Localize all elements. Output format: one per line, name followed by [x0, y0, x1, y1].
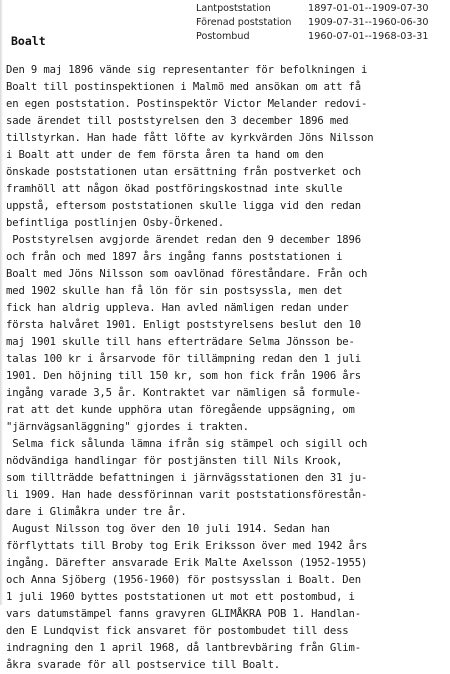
office-history-table: [196, 2, 429, 44]
text-line: ingång varade 3,5 år. Kontraktet var nämligen så formule-: [6, 387, 361, 399]
text-line: sade ärendet till poststyrelsen den 3 december 1896 med: [6, 115, 349, 127]
text-line: Selma fick sålunda lämna ifrån sig stämpel och sigill och: [6, 438, 368, 450]
text-line: tillstyrkan. Han hade fått löfte av kyrkvärden Jöns Nilsson: [6, 132, 374, 144]
text-line: i Boalt att under de fem första åren ta hand om den: [6, 149, 324, 161]
text-line: Boalt med Jöns Nilsson som oavlönad föreståndare. Från och: [6, 268, 368, 280]
article-body: [6, 62, 446, 674]
text-line: vars datumstämpel fanns gravyren GLIMÅKRA POB 1. Handlan-: [6, 608, 361, 620]
text-line: ingång. Därefter ansvarade Erik Malte Axelsson (1952-1955): [6, 557, 368, 569]
text-line: och Anna Sjöberg (1956-1960) för postsysslan i Boalt. Den: [6, 574, 361, 586]
text-line: rat att det kunde upphöra utan föregående uppsägning, om: [6, 404, 355, 416]
text-line: åkra svarade för all postservice till Boalt.: [6, 659, 281, 671]
page-edge: [0, 0, 3, 605]
text-line: 1 juli 1960 byttes poststationen ut mot ett postombud, i: [6, 591, 355, 603]
text-line: "järnvägsanläggning" gjordes i trakten.: [6, 421, 249, 433]
text-line: framhöll att någon ökad postföringskostnad inte skulle: [6, 183, 343, 195]
text-line: uppstå, eftersom poststationen skulle ligga vid den redan: [6, 200, 361, 212]
date-range: 1897-01-01--1909-07-30: [308, 3, 429, 14]
text-line: nödvändiga handlingar för postjänsten till Nils Krook,: [6, 455, 343, 467]
text-line: första halvåret 1901. Enligt poststyrelsens beslut den 10: [6, 319, 361, 331]
text-line: Boalt till postinspektionen i Malmö med ansökan om att få: [6, 81, 361, 93]
text-line: en egen poststation. Postinspektör Victor Melander redovi-: [6, 98, 368, 110]
history-row: [196, 30, 429, 44]
text-line: li 1909. Han hade dessförinnan varit poststationsförestån-: [6, 489, 368, 501]
office-type-label: Förenad poststation: [196, 17, 292, 28]
office-type-label: Postombud: [196, 31, 250, 42]
text-line: August Nilsson tog över den 10 juli 1914. Sedan han: [6, 523, 330, 535]
text-line: Den 9 maj 1896 vände sig representanter för befolkningen i: [6, 64, 368, 76]
text-line: som tillträdde befattningen i järnvägsstationen den 31 ju-: [6, 472, 368, 484]
page-title: Boalt: [11, 34, 46, 48]
text-line: den E Lundqvist fick ansvaret för postombudet till dess: [6, 625, 349, 637]
text-line: fick han aldrig uppleva. Han avled nämligen redan under: [6, 302, 349, 314]
text-line: 1901. Den höjning till 150 kr, som hon fick från 1906 års: [6, 370, 361, 382]
text-line: med 1902 skulle han få lön för sin postsyssla, men det: [6, 285, 343, 297]
text-line: maj 1901 skulle till hans efterträdare Selma Jönsson be-: [6, 336, 355, 348]
history-row: [196, 2, 429, 16]
text-line: förflyttats till Broby tog Erik Eriksson över med 1942 års: [6, 540, 368, 552]
text-line: indragning den 1 april 1968, då lantbrevbäring från Glim-: [6, 642, 361, 654]
text-line: befintliga postlinjen Osby-Örkened.: [6, 217, 224, 229]
text-line: talas 100 kr i årsarvode för tillämpning redan den 1 juli: [6, 353, 361, 365]
date-range: 1960-07-01--1968-03-31: [308, 31, 429, 42]
text-line: dare i Glimåkra under tre år.: [6, 506, 187, 518]
date-range: 1909-07-31--1960-06-30: [308, 17, 429, 28]
text-line: och från och med 1897 års ingång fanns poststationen i: [6, 251, 343, 263]
text-line: önskade poststationen utan ersättning från postverket och: [6, 166, 361, 178]
office-type-label: Lantpoststation: [196, 3, 271, 14]
history-row: [196, 16, 429, 30]
text-line: Poststyrelsen avgjorde ärendet redan den 9 december 1896: [6, 234, 361, 246]
